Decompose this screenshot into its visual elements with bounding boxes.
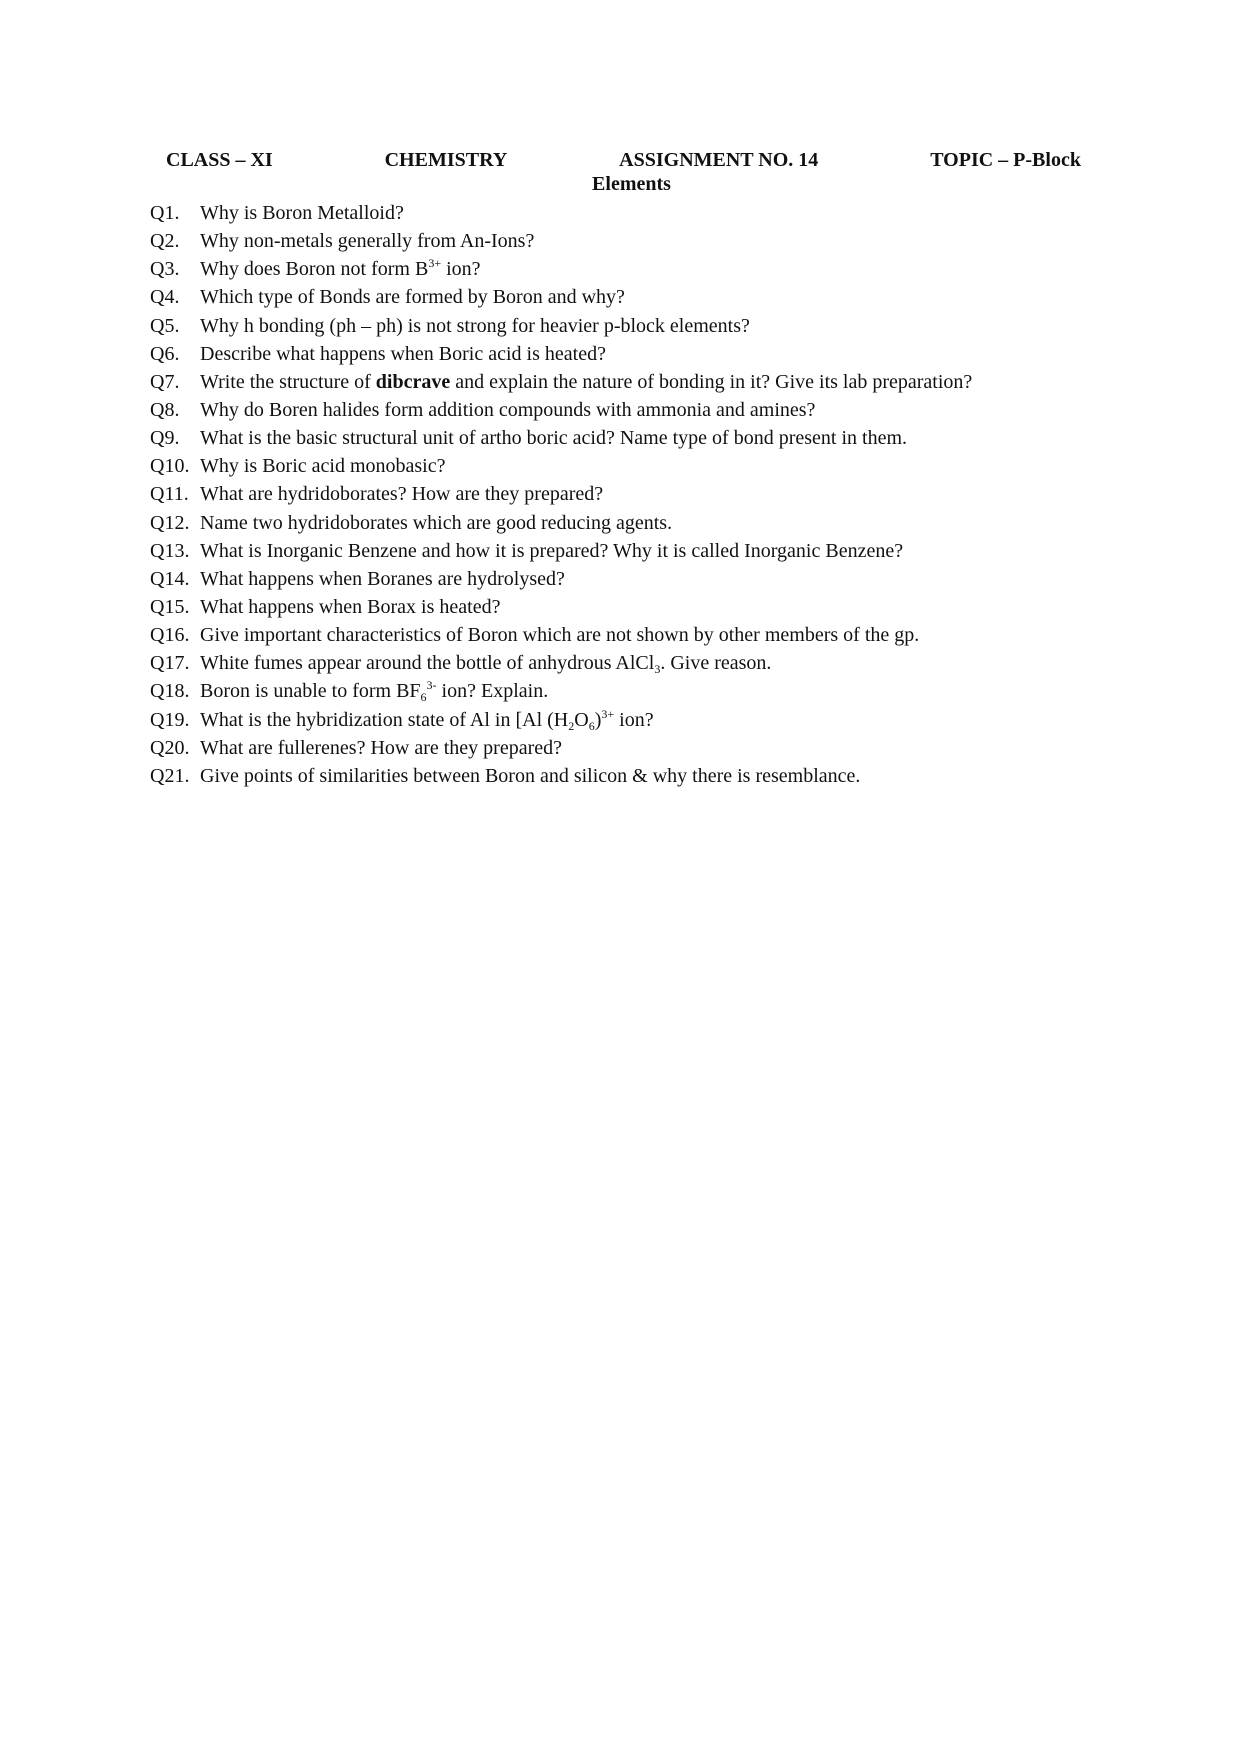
question-number: Q14. xyxy=(150,567,190,590)
question-number: Q4. xyxy=(150,286,180,309)
question-text: Give important characteristics of Boron which are not shown by other members of the gp. xyxy=(200,624,920,647)
subject-label: CHEMISTRY xyxy=(384,149,508,171)
question-item xyxy=(150,677,972,705)
question-text: What is the basic structural unit of artho boric acid? Name type of bond present in them. xyxy=(200,427,908,450)
question-text: What is Inorganic Benzene and how it is prepared? Why it is called Inorganic Benzene? xyxy=(200,539,904,562)
question-number: Q17. xyxy=(150,652,190,675)
question-number: Q1. xyxy=(150,202,180,224)
question-item xyxy=(150,621,972,649)
question-item xyxy=(150,227,972,255)
question-text: Give points of similarities between Boron and silicon & why there is resemblance. xyxy=(200,764,861,787)
question-text: White fumes appear around the bottle of anhydrous AlCl$_3$. Give reason. xyxy=(200,652,772,677)
question-number: Q12. xyxy=(150,511,190,534)
question-number: Q9. xyxy=(150,427,180,450)
question-number: Q15. xyxy=(150,595,190,618)
question-number: Q5. xyxy=(150,314,180,337)
question-item xyxy=(150,452,972,480)
question-text: What are hydridoborates? How are they prepared? xyxy=(200,483,604,506)
question-item xyxy=(150,649,972,677)
question-number: Q10. xyxy=(150,455,190,478)
question-text: Why non-metals generally from An-Ions? xyxy=(200,230,535,253)
question-text: What is the hybridization state of Al in [Al $(H_2O_6)^{3+}$ ion? xyxy=(200,706,654,733)
question-number: Q13. xyxy=(150,539,190,562)
assignment-label: ASSIGNMENT NO. 14 xyxy=(619,149,819,171)
question-text: Boron is unable to form $BF_6^{3-}$ ion? Explain. xyxy=(200,678,549,705)
class-label: CLASS – XI xyxy=(166,149,273,171)
question-number: Q2. xyxy=(150,230,180,253)
question-item xyxy=(150,283,972,311)
question-item xyxy=(150,593,972,621)
question-number: Q19. xyxy=(150,708,190,731)
question-number: Q7. xyxy=(150,370,180,393)
question-number: Q8. xyxy=(150,398,180,421)
question-item xyxy=(150,424,972,452)
question-text: Why h bonding (ph – ph) is not strong for heavier p-block elements? xyxy=(200,314,750,337)
question-text: Why do Boren halides form addition compounds with ammonia and amines? xyxy=(200,398,816,421)
question-item xyxy=(150,396,972,424)
question-text: Which type of Bonds are formed by Boron and why? xyxy=(200,286,625,309)
question-item xyxy=(150,537,972,565)
question-number: Q18. xyxy=(150,680,190,703)
question-text: Why is Boric acid monobasic? xyxy=(200,455,446,478)
question-text: Why does Boron not form $B^{3+}$ ion? xyxy=(200,256,481,281)
question-item xyxy=(150,762,972,790)
question-text: Describe what happens when Boric acid is heated? xyxy=(200,342,606,365)
question-number: Q21. xyxy=(150,764,190,787)
question-item xyxy=(150,509,972,537)
question-number: Q11. xyxy=(150,483,189,506)
question-item xyxy=(150,734,972,762)
question-number: Q6. xyxy=(150,342,180,365)
question-item xyxy=(150,199,972,227)
question-list xyxy=(150,199,972,790)
question-number: Q3. xyxy=(150,258,180,281)
question-text: Name two hydridoborates which are good reducing agents. xyxy=(200,511,673,534)
question-item xyxy=(150,255,972,283)
question-item xyxy=(150,312,972,340)
question-number: Q16. xyxy=(150,624,190,647)
topic-continuation: Elements xyxy=(592,173,671,195)
question-text: Why is Boron Metalloid? xyxy=(200,202,404,224)
question-item xyxy=(150,368,972,396)
question-text: What happens when Borax is heated? xyxy=(200,595,501,618)
assignment-header xyxy=(166,148,1081,196)
header-line xyxy=(166,148,1081,172)
bold-term: dibcrave xyxy=(375,370,451,393)
question-item xyxy=(150,706,972,734)
question-item xyxy=(150,480,972,508)
question-text: Write the structure of dibcrave and explain the nature of bonding in it? Give its lab preparation? xyxy=(200,370,973,393)
question-item xyxy=(150,340,972,368)
question-text: What are fullerenes? How are they prepared? xyxy=(200,736,563,759)
question-text: What happens when Boranes are hydrolysed? xyxy=(200,567,565,590)
topic-label: TOPIC – P-Block xyxy=(930,149,1081,171)
question-number: Q20. xyxy=(150,736,190,759)
question-item xyxy=(150,565,972,593)
